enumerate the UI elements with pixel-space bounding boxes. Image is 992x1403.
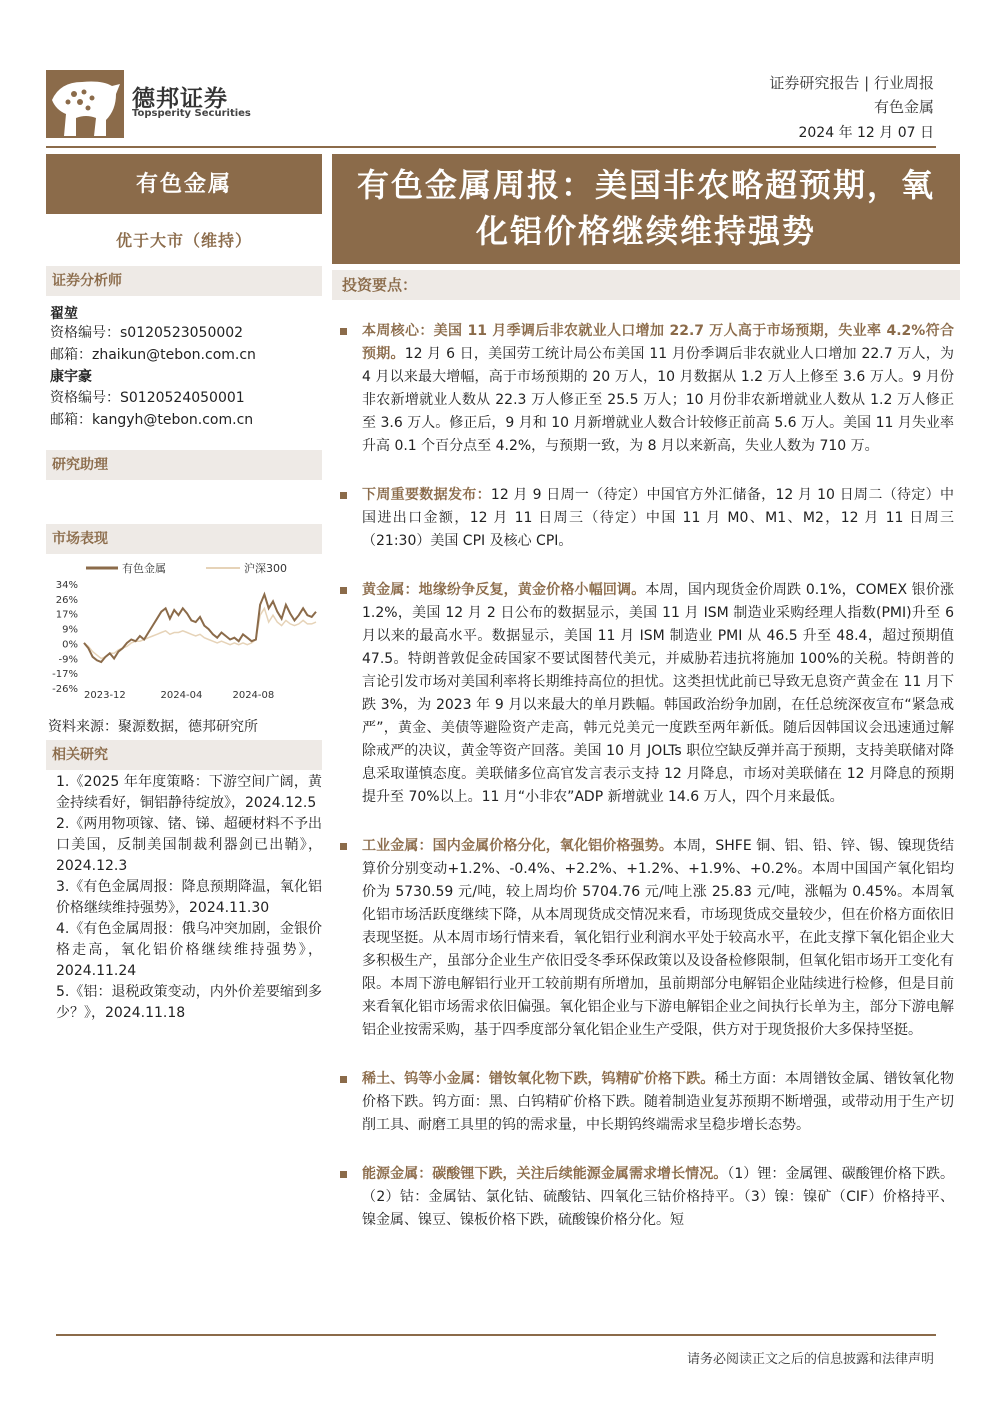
analyst-cert: 资格编号：s0120523050002 xyxy=(50,325,244,341)
legend-label: 有色金属 xyxy=(122,562,166,575)
chart-source-note: 资料来源：聚源数据，德邦研究所 xyxy=(48,719,258,735)
leopard-logo-icon xyxy=(46,70,124,138)
bullet-square-icon xyxy=(340,587,347,594)
point-precious-metals xyxy=(340,579,954,809)
company-logo xyxy=(46,70,124,138)
market-section-head: 市场表现 xyxy=(46,524,322,554)
chart-legend xyxy=(86,561,287,575)
analyst-name: 翟堃 xyxy=(50,306,78,322)
report-type: 证券研究报告 | 行业周报 xyxy=(769,74,934,92)
bullet-square-icon xyxy=(340,1076,347,1083)
point-highlight: 下周重要数据发布： xyxy=(362,487,491,503)
analyst-email[interactable]: 邮箱：zhaikun@tebon.com.cn xyxy=(50,347,256,363)
point-text: 本周，国内现货金价周跌 0.1%，COMEX 银价涨 1.2%，美国 12 月 2 日公布的数据显示，美国 11 月 ISM 制造业采购经理人指数(PMI)升至 6 月以来的最高水平。数据显示，美国 11 月 ISM 制造业 PMI 从 46.5 升至 48.4，超过预期值 47.5。特朗普敦促金砖国家不要试图替代美元，并威胁若违抗将施加 100%的关税。特朗普的言论引发市场对美国利率将长期维持高位的担忧。这类担忧此前已导致无息资产黄金在 11 月下跌 3%，为 2023 年 9 月以来最大的单月跌幅。韩国政治纷争加剧，在任总统深夜宣布“紧急戒严”，黄金、美债等避险资产走高，韩元兑美元一度跌至两年新低。随后因韩国议会迅速通过解除戒严的决议，黄金等资产回落。美国 10 月 JOLTs 职位空缺反弹并高于预期，支持美联储对降息采取谨慎态度。美联储多位高官发言表示支持 12 月降息，市场对美联储在 12 月降息的预期提升至 70%以上。11 月“小非农”ADP 新增就业 14.6 万人，四个月来最低。 xyxy=(362,582,955,805)
point-text: 12 月 9 日周一（待定）中国官方外汇储备，12 月 10 日周二（待定）中国进出口金额，12 月 11 日周三（待定）中国 11 月 M0、M1、M2，12 月 11 日周三（21:30）美国 CPI 及核心 CPI。 xyxy=(362,487,954,549)
series-line xyxy=(84,594,316,662)
related-research-item[interactable]: 5.《铝：退税政策变动，内外价差要缩到多少？》，2024.11.18 xyxy=(56,984,322,1021)
rating: 优于大市（维持） xyxy=(115,231,252,250)
analyst-email[interactable]: 邮箱：kangyh@tebon.com.cn xyxy=(50,412,254,428)
y-tick-label: 17% xyxy=(55,609,78,621)
point-highlight: 工业金属：国内金属价格分化，氧化铝价格强势。 xyxy=(362,838,673,854)
point-core xyxy=(340,320,954,458)
point-text: （1）锂：金属锂、碳酸锂价格下跌。（2）钴：金属钴、氯化钴、硫酸钴、四氧化三钴价格持平。（3）镍：镍矿（CIF）价格持平、镍金属、镍豆、镍板价格下跌，硫酸镍价格分化。短 xyxy=(362,1166,955,1228)
y-tick-label: -17% xyxy=(52,669,78,681)
header-sector: 有色金属 xyxy=(873,98,934,116)
y-tick-label: -9% xyxy=(58,654,78,666)
analyst-cert: 资格编号：S0120524050001 xyxy=(50,390,245,406)
point-highlight: 稀土、钨等小金属：镨钕氧化物下跌，钨精矿价格下跌。 xyxy=(362,1071,715,1087)
x-tick-label: 2024-08 xyxy=(232,690,275,701)
header-divider xyxy=(46,146,936,148)
assistant-section-head: 研究助理 xyxy=(46,450,322,480)
point-energy-metals xyxy=(340,1163,954,1232)
y-tick-label: 26% xyxy=(55,594,78,606)
report-title: 有色金属周报：美国非农略超预期，氧化铝价格继续维持强势 xyxy=(332,154,960,264)
point-highlight: 本周核心：美国 11 月季调后非农就业人口增加 22.7 万人高于市场预期，失业率 4.2%符合预期。 xyxy=(362,323,954,362)
analyst-name: 康宇豪 xyxy=(50,369,92,385)
legend-label: 沪深300 xyxy=(244,562,287,575)
point-minor-metals xyxy=(340,1068,954,1137)
bullet-square-icon xyxy=(340,328,347,335)
related-research-item[interactable]: 2.《两用物项镓、锗、锑、超硬材料不予出口美国，反制美国制裁利器剑已出鞘》，2024.12.3 xyxy=(56,816,322,874)
y-tick-label: 9% xyxy=(62,624,78,636)
y-tick-label: 34% xyxy=(55,580,78,591)
bullet-square-icon xyxy=(340,492,347,499)
x-tick-label: 2024-04 xyxy=(160,690,203,701)
company-name: 德邦证券 xyxy=(132,86,228,112)
line-chart xyxy=(46,556,322,706)
related-research-item[interactable]: 3.《有色金属周报：降息预期降温，氧化铝价格继续维持强势》，2024.11.30 xyxy=(56,879,322,916)
investment-points xyxy=(340,320,954,1258)
y-tick-label: 0% xyxy=(62,639,78,651)
point-highlight: 能源金属：碳酸锂下跌，关注后续能源金属需求增长情况。 xyxy=(362,1166,728,1182)
point-text: 本周，SHFE 铜、铝、铅、锌、锡、镍现货结算价分别变动+1.2%、-0.4%、+2.2%、+1.2%、+1.9%、+0.2%。本周中国国产氧化铝均价为 5730.59 元/吨，较上周均价 5704.76 元/吨上涨 25.83 元/吨，涨幅为 0.45%。本周氧化铝市场活跃度继续下降，从本周现货成交情况来看，市场现货成交量较少，但在价格方面依旧表现坚挺。从本周市场行情来看，氧化铝行业利润水平处于较高水平，在此支撑下氧化铝企业大多积极生产，虽部分企业生产依旧受冬季环保政策以及设备检修限制，但氧化铝市场开工变化有限。本周下游电解铝行业开工较前期有所增加，虽前期部分电解铝企业陆续进行检修，但是目前来看氧化铝市场需求依旧偏强。氧化铝企业与下游电解铝企业之间执行长单为主，部分下游电解铝企业按需采购，基于四季度部分氧化铝企业生产受限，供方对于现货报价大多保持坚挺。 xyxy=(362,838,954,1038)
related-research-item[interactable]: 1.《2025 年年度策略：下游空间广阔，黄金持续看好，铜铝静待绽放》，2024.12.5 xyxy=(56,774,322,811)
point-text: 12 月 6 日，美国劳工统计局公布美国 11 月份季调后非农就业人口增加 22.7 万人，为 4 月以来最大增幅，高于市场预期的 20 万人，10 月数据从 1.2 万人上修至 3.6 万人。9 月份非农新增就业人数从 22.3 万人修正至 25.5 万人；10 月份非农新增就业人数从 1.2 万人修正至 3.6 万人。修正后，9 月和 10 月新增就业人数合计较修正前高 5.6 万人。美国 11 月失业率升高 0.1 个百分点至 4.2%，与预期一致，为 8 月以来新高，失业人数为 710 万。 xyxy=(362,346,955,454)
footer-divider xyxy=(56,1334,936,1336)
related-section-head: 相关研究 xyxy=(46,740,322,770)
bullet-square-icon xyxy=(340,843,347,850)
point-highlight: 黄金属：地缘纷争反复，黄金价格小幅回调。 xyxy=(362,582,646,598)
investment-points-head: 投资要点： xyxy=(332,270,960,300)
market-performance-chart xyxy=(46,556,322,706)
footer-disclaimer[interactable]: 请务必阅读正文之后的信息披露和法律声明 xyxy=(686,1352,934,1367)
y-tick-label: -26% xyxy=(52,684,78,695)
point-industrial-metals xyxy=(340,835,954,1042)
company-name-en: Topsperity Securities xyxy=(132,108,251,119)
x-tick-label: 2023-12 xyxy=(84,690,126,701)
sector-box: 有色金属 xyxy=(46,154,322,214)
point-next-week-data xyxy=(340,484,954,553)
point-text: 稀土方面：本周镨钕金属、镨钕氧化物价格下跌。钨方面：黑、白钨精矿价格下跌。随着制造业复苏预期不断增强，或带动用于生产切削工具、耐磨工具里的钨的需求量，中长期钨终端需求呈稳步增长态势。 xyxy=(362,1071,954,1133)
bullet-square-icon xyxy=(340,1171,347,1178)
report-date: 2024 年 12 月 07 日 xyxy=(798,125,934,141)
related-research-item[interactable]: 4.《有色金属周报：俄乌冲突加剧，金银价格走高，氧化铝价格继续维持强势》，2024.11.24 xyxy=(56,921,322,979)
related-research-list xyxy=(56,772,322,1024)
analyst-section-head: 证券分析师 xyxy=(46,266,322,296)
